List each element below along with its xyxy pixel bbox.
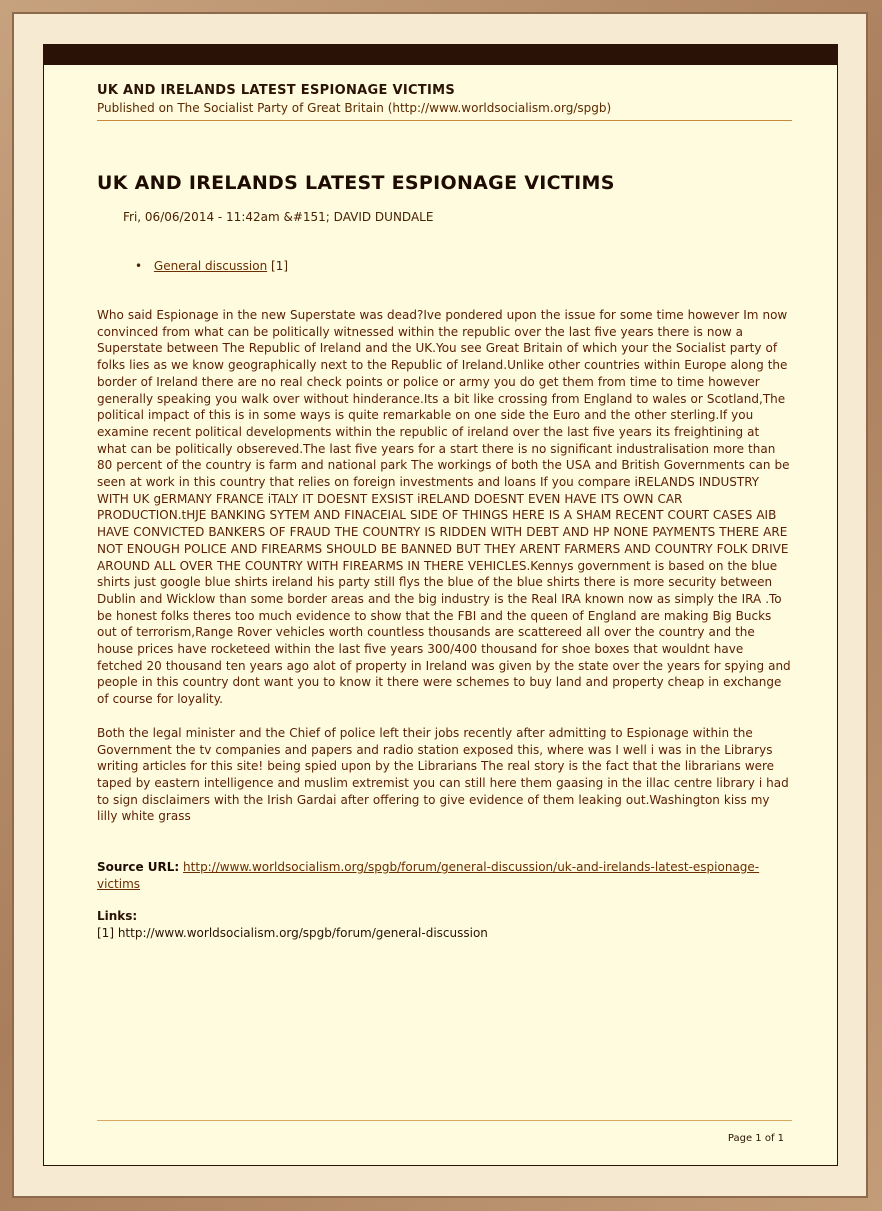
links-label: Links:: [97, 909, 138, 924]
page-title: UK AND IRELANDS LATEST ESPIONAGE VICTIMS: [97, 172, 615, 194]
tag-link-general-discussion[interactable]: General discussion: [153, 259, 268, 273]
article-paragraph-2: Both the legal minister and the Chief of police left their jobs recently after admitting to Espionage within the Government the tv companies and papers and radio station exposed this, where was I well i was in the Librarys writing articles for this site! being spied upon by the Librarians The real story is the fact that the librarians were taped by eastern intelligence and muslim extremist you can still here them gaasing in the illac centre library i had to sign disclaimers with the Irish Gardai after offering to give evidence of them leaking out.Washington kiss my lilly white grass: [97, 725, 789, 824]
article-paragraph-1: Who said Espionage in the new Superstate was dead?Ive pondered upon the issue for some time however Im now convinced from what can be politically witnessed within the republic over the last five years there is now a Superstate between The Republic of Ireland and the UK.You see Great Britain of which your the Socialist party of folks lies as we know geographically next to the Republic of Ireland.Unlike other countries within Europe along the border of Ireland there are no real check points or police or army you do get them from time to time however generally speaking you walk over without hinderance.Its a bit like crossing from England to wales or Scotland,The political impact of this is in some ways is quite remarkable on one side the Euro and the other sterling.If you examine recent political developments within the republic of ireland over the last five years its freightining at what can be politically obsereved.The last five years for a start there is no significant industralisation more than 80 percent of the country is farm and national park The workings of both the USA and British Governments can be seen at work in this country that relies on foreign investments and loans If you compare iRELANDS INDUSTRY WITH UK gERMANY FRANCE iTALY IT DOESNT EXSIST iRELAND DOESNT EVEN HAVE ITS OWN CAR PRODUCTION.tHJE BANKING SYTEM AND FINACEIAL SIDE OF THINGS HERE IS A SHAM RECENT COURT CASES AIB HAVE CONVICTED BANKERS OF FRAUD THE COUNTRY IS RIDDEN WITH DEBT AND HP NONE PAYMENTS THERE ARE NOT ENOUGH POLICE AND FIREARMS SHOULD BE BANNED BUT THEY ARENT FARMERS AND COUNTRY FOLK DRIVE AROUND ALL OVER THE COUNTRY WITH FIREARMS IN THERE VEHICLES.Kennys government is based on the blue shirts just google blue shirts ireland his party still flys the blue of the blue shirts there is more security between Dublin and Wicklow than some border areas and the big industry is the Real IRA known now as simply the IRA .To be honest folks theres too much evidence to show that the FBI and the queen of England are making Big Bucks out of terrorism,Range Rover vehicles worth countless thousands are scattereed all over the country and the house prices have rocketeed within the last five years 300/400 thousand for shoe boxes that wouldnt have fetched 20 thousand ten years ago alot of property in Ireland was given by the state over the years for spying and people in this country dont want you to know it there were schemes to buy land and property cheap in exchange of course for loyality.: [97, 308, 791, 707]
source-block: [97, 859, 792, 892]
tag-item: [135, 258, 792, 274]
document-page: [43, 44, 838, 1166]
article-meta: Fri, 06/06/2014 - 11:42am &#151; DAVID DUNDALE: [123, 210, 434, 224]
footer-divider: [97, 1120, 792, 1121]
source-url-link[interactable]: http://www.worldsocialism.org/spgb/forum/general-discussion/uk-and-irelands-latest-espionage-victims: [97, 860, 760, 891]
links-block: [97, 908, 792, 941]
tag-list: [135, 258, 792, 274]
header-divider: [97, 120, 792, 121]
tag-ref: [1]: [271, 259, 289, 273]
published-line: Published on The Socialist Party of Great Britain (http://www.worldsocialism.org/spgb): [97, 101, 612, 115]
page-top-bar: [44, 45, 837, 65]
page-number: Page 1 of 1: [727, 1133, 784, 1144]
links-item-1: [1] http://www.worldsocialism.org/spgb/forum/general-discussion: [97, 925, 488, 940]
page-content: [97, 82, 792, 941]
source-label: Source URL:: [97, 860, 180, 875]
header-title: UK AND IRELANDS LATEST ESPIONAGE VICTIMS: [97, 83, 456, 98]
